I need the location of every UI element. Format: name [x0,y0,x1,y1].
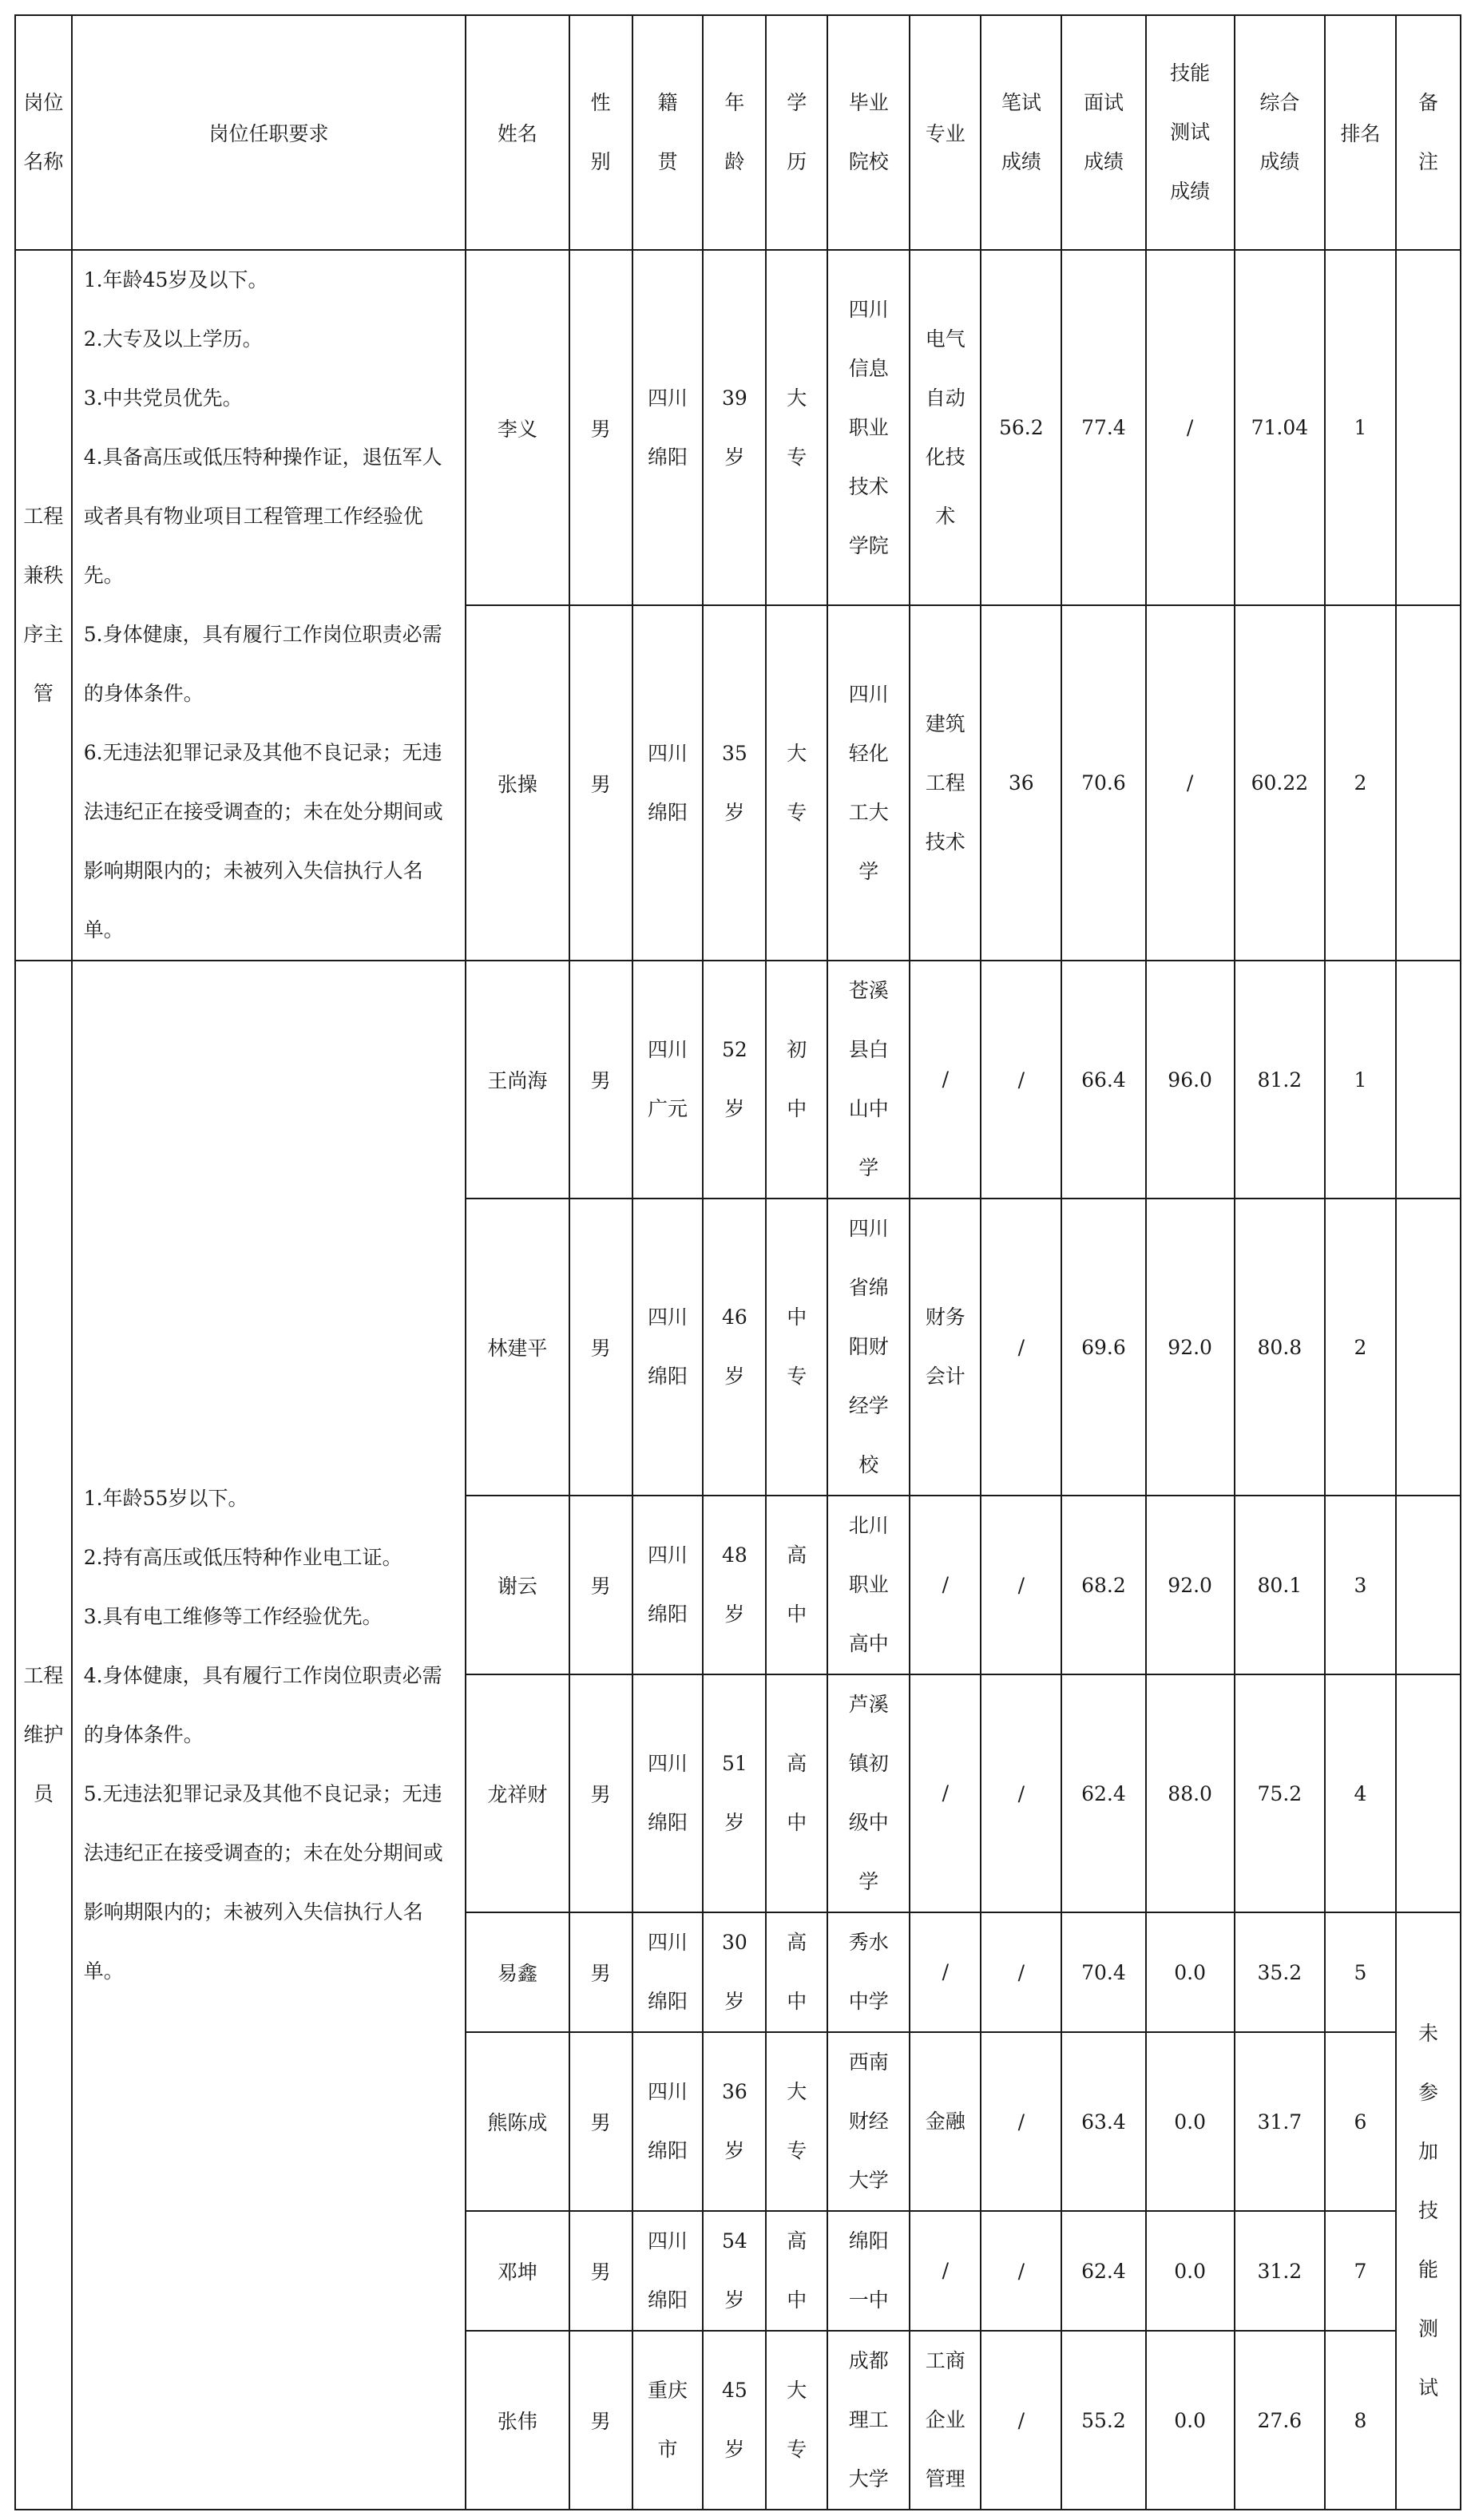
cell-major-text: / [942,1781,949,1805]
cell-written: 56.2 [981,250,1061,605]
cell-gender: 男 [569,1199,632,1496]
cell-age-text: 46 岁 [721,1306,747,1388]
cell-interview: 68.2 [1061,1496,1145,1674]
cell-name: 张伟 [466,2331,569,2510]
cell-skill: / [1146,605,1235,961]
cell-origin-text: 四川 绵阳 [647,741,688,824]
cell-gender: 男 [569,250,632,605]
cell-rank: 1 [1325,961,1396,1199]
header-rank: 排名 [1325,15,1396,250]
cell-school [827,1674,910,1912]
cell-education [766,605,827,961]
header-age [703,15,766,250]
cell-age [703,250,766,605]
cell-education [766,2032,827,2211]
cell-school-text: 芦溪 镇初 级中 学 [848,1693,889,1893]
cell-origin [632,1912,704,2032]
cell-education [766,1496,827,1674]
header-education [766,15,827,250]
cell-skill: 0.0 [1146,2331,1235,2510]
cell-rank: 6 [1325,2032,1396,2211]
requirement-item: 5.无违法犯罪记录及其他不良记录；无违法违纪正在接受调查的；未在处分期间或影响期限内的；未被列入失信执行人名单。 [83,1782,443,1983]
cell-gender: 男 [569,2032,632,2211]
cell-interview: 70.6 [1061,605,1145,961]
cell-gender: 男 [569,1496,632,1674]
cell-skill: 0.0 [1146,1912,1235,2032]
cell-age-text: 45 岁 [721,2379,747,2461]
cell-gender: 男 [569,961,632,1199]
cell-written: / [981,1199,1061,1496]
cell-written: / [981,1496,1061,1674]
cell-school-text: 四川 信息 职业 技术 学院 [848,297,889,557]
cell-major-text: 建筑 工程 技术 [925,711,965,854]
cell-name: 李义 [466,250,569,605]
header-origin [632,15,704,250]
cell-education-text: 初 中 [787,1038,807,1120]
cell-total: 31.7 [1235,2032,1325,2211]
post-name [15,250,72,961]
cell-education-text: 高 中 [787,1752,807,1834]
requirement-item: 3.中共党员优先。 [83,386,243,410]
cell-major [910,2032,981,2211]
cell-origin [632,2032,704,2211]
cell-remark [1396,1674,1461,1912]
cell-rank: 2 [1325,1199,1396,1496]
cell-age-text: 52 岁 [721,1038,747,1120]
cell-written: / [981,1674,1061,1912]
cell-written: / [981,2032,1061,2211]
cell-education-text: 大 专 [787,2080,807,2162]
header-name: 姓名 [466,15,569,250]
cell-education [766,2211,827,2331]
cell-origin [632,2331,704,2510]
header-post-text: 岗位 名称 [23,91,64,173]
cell-education [766,961,827,1199]
cell-school [827,961,910,1199]
cell-gender: 男 [569,605,632,961]
cell-total: 71.04 [1235,250,1325,605]
cell-rank: 4 [1325,1674,1396,1912]
requirement-item: 6.无违法犯罪记录及其他不良记录；无违法违纪正在接受调查的；未在处分期间或影响期限内的；未被列入失信执行人名单。 [83,741,443,941]
post-name-text: 工程 兼秩 序主 管 [23,505,64,705]
cell-age [703,605,766,961]
cell-name: 龙祥财 [466,1674,569,1912]
cell-gender: 男 [569,1674,632,1912]
cell-name: 邓坤 [466,2211,569,2331]
cell-school-text: 秀水 中学 [848,1931,889,2013]
header-age-text: 年 龄 [724,91,745,173]
cell-gender: 男 [569,1912,632,2032]
cell-major [910,2331,981,2510]
cell-education-text: 高 中 [787,2229,807,2312]
cell-skill: 88.0 [1146,1674,1235,1912]
cell-major [910,250,981,605]
cell-rank: 8 [1325,2331,1396,2510]
header-row [15,15,1461,250]
cell-interview: 66.4 [1061,961,1145,1199]
cell-rank: 5 [1325,1912,1396,2032]
cell-school-text: 西南 财经 大学 [848,2050,889,2192]
requirement-item: 1.年龄45岁及以下。 [83,268,268,291]
header-total-text: 综合 成绩 [1259,91,1300,173]
cell-age [703,2211,766,2331]
cell-total: 80.8 [1235,1199,1325,1496]
cell-education [766,1199,827,1496]
cell-education [766,2331,827,2510]
cell-skill: 92.0 [1146,1199,1235,1496]
cell-education-text: 高 中 [787,1543,807,1626]
cell-age [703,1674,766,1912]
cell-major-text: 电气 自动 化技 术 [925,327,965,528]
cell-skill: 0.0 [1146,2211,1235,2331]
table-row [15,961,1461,1199]
cell-interview: 77.4 [1061,250,1145,605]
cell-remark [1396,961,1461,1199]
cell-name: 谢云 [466,1496,569,1674]
cell-age-text: 48 岁 [721,1543,747,1626]
header-school-text: 毕业 院校 [848,91,889,173]
cell-total: 60.22 [1235,605,1325,961]
cell-age [703,1496,766,1674]
cell-school-text: 北川 职业 高中 [848,1514,889,1655]
cell-remark [1396,250,1461,605]
cell-major-text: / [942,1960,949,1983]
requirement-item: 2.持有高压或低压特种作业电工证。 [83,1546,402,1569]
cell-gender: 男 [569,2331,632,2510]
cell-name: 熊陈成 [466,2032,569,2211]
cell-school [827,2211,910,2331]
cell-school [827,2032,910,2211]
cell-origin [632,1496,704,1674]
cell-school [827,1496,910,1674]
cell-age [703,961,766,1199]
cell-age-text: 54 岁 [721,2229,747,2312]
cell-age [703,1912,766,2032]
post-requirements [72,250,466,961]
remark-note [1396,1912,1461,2510]
cell-written: 36 [981,605,1061,961]
cell-major-text: / [942,1573,949,1596]
cell-origin-text: 四川 绵阳 [647,1306,688,1388]
header-total [1235,15,1325,250]
requirement-item: 4.具备高压或低压特种操作证，退伍军人或者具有物业项目工程管理工作经验优先。 [83,446,442,587]
cell-major [910,961,981,1199]
cell-age [703,2331,766,2510]
cell-rank: 7 [1325,2211,1396,2331]
cell-major-text: 金融 [925,2110,965,2133]
cell-total: 75.2 [1235,1674,1325,1912]
cell-name: 易鑫 [466,1912,569,2032]
cell-education-text: 中 专 [787,1306,807,1388]
cell-skill: 96.0 [1146,961,1235,1199]
cell-school-text: 成都 理工 大学 [848,2349,889,2490]
header-skill [1146,15,1235,250]
cell-written: / [981,961,1061,1199]
cell-age [703,1199,766,1496]
cell-major [910,2211,981,2331]
cell-age [703,2032,766,2211]
cell-school [827,605,910,961]
cell-remark [1396,605,1461,961]
cell-age-text: 36 岁 [721,2080,747,2162]
cell-total: 81.2 [1235,961,1325,1199]
header-interview [1061,15,1145,250]
cell-total: 27.6 [1235,2331,1325,2510]
cell-rank: 2 [1325,605,1396,961]
requirement-item: 3.具有电工维修等工作经验优先。 [83,1605,383,1628]
header-gender-text: 性 别 [590,91,611,173]
cell-origin-text: 四川 绵阳 [647,1752,688,1834]
cell-rank: 1 [1325,250,1396,605]
cell-school [827,1199,910,1496]
cell-total: 35.2 [1235,1912,1325,2032]
cell-skill: 0.0 [1146,2032,1235,2211]
cell-major-text: 工商 企业 管理 [925,2349,965,2490]
post-requirements [72,961,466,2510]
cell-education [766,1674,827,1912]
cell-school-text: 绵阳 一中 [848,2229,889,2312]
cell-education-text: 大 专 [787,741,807,824]
cell-written: / [981,2211,1061,2331]
remark-note-text: 未 参 加 技 能 测 试 [1418,2022,1438,2399]
results-table [14,14,1461,2510]
post-name [15,961,72,2510]
header-origin-text: 籍 贯 [657,91,678,173]
header-requirements: 岗位任职要求 [72,15,466,250]
cell-skill: 92.0 [1146,1496,1235,1674]
cell-origin [632,1199,704,1496]
cell-total: 31.2 [1235,2211,1325,2331]
cell-education-text: 大 专 [787,2379,807,2461]
requirement-item: 5.身体健康，具有履行工作岗位职责必需的身体条件。 [83,623,442,705]
cell-origin [632,605,704,961]
cell-interview: 69.6 [1061,1199,1145,1496]
cell-major [910,1912,981,2032]
cell-school [827,1912,910,2032]
cell-written: / [981,2331,1061,2510]
cell-major [910,1496,981,1674]
cell-education [766,1912,827,2032]
requirement-item: 2.大专及以上学历。 [83,327,263,351]
cell-interview: 55.2 [1061,2331,1145,2510]
cell-name: 张操 [466,605,569,961]
cell-written: / [981,1912,1061,2032]
cell-age-text: 35 岁 [721,741,747,824]
cell-major [910,1674,981,1912]
table-row [15,250,1461,605]
header-school [827,15,910,250]
cell-origin-text: 四川 绵阳 [647,386,688,469]
cell-school [827,250,910,605]
cell-name: 王尚海 [466,961,569,1199]
requirement-item: 1.年龄55岁以下。 [83,1487,248,1510]
cell-age-text: 39 岁 [721,386,747,469]
header-skill-text: 技能 测试 成绩 [1170,61,1211,203]
header-remark [1396,15,1461,250]
cell-origin-text: 重庆 市 [647,2379,688,2461]
cell-remark [1396,1199,1461,1496]
cell-origin-text: 四川 绵阳 [647,1543,688,1626]
header-post [15,15,72,250]
cell-school-text: 四川 轻化 工大 学 [848,682,889,883]
header-written-text: 笔试 成绩 [1001,91,1041,173]
cell-major-text: / [942,1068,949,1091]
cell-education-text: 高 中 [787,1931,807,2013]
cell-total: 80.1 [1235,1496,1325,1674]
cell-major [910,1199,981,1496]
cell-education-text: 大 专 [787,386,807,469]
cell-interview: 62.4 [1061,2211,1145,2331]
cell-interview: 70.4 [1061,1912,1145,2032]
cell-name: 林建平 [466,1199,569,1496]
cell-major [910,605,981,961]
cell-school-text: 苍溪 县白 山中 学 [848,979,889,1179]
cell-origin-text: 四川 绵阳 [647,1931,688,2013]
cell-gender: 男 [569,2211,632,2331]
requirement-item: 4.身体健康，具有履行工作岗位职责必需的身体条件。 [83,1664,442,1746]
cell-age-text: 51 岁 [721,1752,747,1834]
cell-school [827,2331,910,2510]
header-major: 专业 [910,15,981,250]
cell-origin-text: 四川 绵阳 [647,2080,688,2162]
cell-age-text: 30 岁 [721,1931,747,2013]
cell-origin [632,961,704,1199]
cell-origin-text: 四川 广元 [647,1038,688,1120]
post-name-text: 工程 维护 员 [23,1664,64,1805]
header-interview-text: 面试 成绩 [1083,91,1124,173]
cell-skill: / [1146,250,1235,605]
header-gender [569,15,632,250]
cell-rank: 3 [1325,1496,1396,1674]
cell-interview: 63.4 [1061,2032,1145,2211]
header-remark-text: 备 注 [1418,91,1438,173]
header-written [981,15,1061,250]
cell-origin-text: 四川 绵阳 [647,2229,688,2312]
cell-major-text: / [942,2259,949,2282]
cell-origin [632,2211,704,2331]
cell-origin [632,250,704,605]
header-education-text: 学 历 [787,91,807,173]
cell-school-text: 四川 省绵 阳财 经学 校 [848,1217,889,1476]
cell-remark [1396,1496,1461,1674]
cell-education [766,250,827,605]
cell-origin [632,1674,704,1912]
cell-major-text: 财务 会计 [925,1306,965,1388]
cell-interview: 62.4 [1061,1674,1145,1912]
